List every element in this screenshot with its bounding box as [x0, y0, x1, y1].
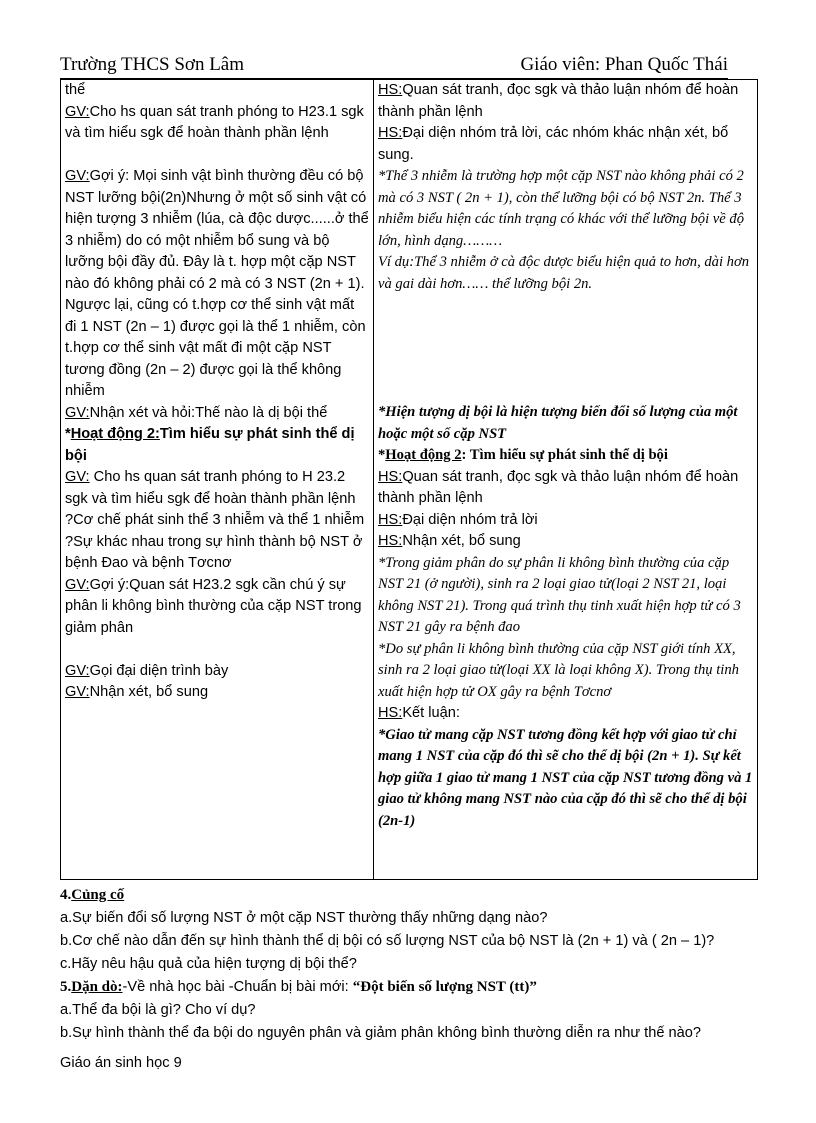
activity-2-heading-left: [65, 424, 369, 467]
homework-question-b: b.Sự hình thành thể đa bội do nguyên phân và giảm phân không bình thường diễn ra như thế nào?: [60, 1025, 701, 1041]
left-paragraph-3: [65, 403, 369, 425]
activity-prefix: *: [65, 426, 71, 442]
teacher-name: Giáo viên: Phan Quốc Thái: [520, 54, 728, 75]
question-1: ?Cơ chế phát sinh thể 3 nhiễm và thể 1 nhiễm: [65, 512, 365, 528]
gv-label: GV:: [65, 576, 90, 593]
gv-label: GV:: [65, 469, 90, 485]
left-paragraph-4: [65, 467, 369, 510]
right-paragraph-2: [378, 123, 753, 166]
lesson-table: [60, 79, 758, 880]
spacer: [378, 295, 753, 402]
gv-label: GV:: [65, 662, 90, 679]
homework-question-a: a.Thể đa bội là gì? Cho ví dụ?: [60, 1002, 256, 1018]
left-text: Cho hs quan sát tranh phóng to H 23.2 sgk và tìm hiểu sgk để hoàn thành phần lệnh: [65, 469, 356, 507]
gv-label: GV:: [65, 168, 90, 184]
left-paragraph-6: [65, 661, 369, 683]
turner-syndrome-note: *Do sự phân li không bình thường của cặp NST giới tính XX, sinh ra 2 loại giao tử(loại XX là loại không X). Trong thụ tinh xuất hiện hợp tử OX gây ra bệnh Tơcnơ: [378, 640, 739, 700]
hs-label: HS:: [378, 125, 403, 141]
right-text: Quan sát tranh, đọc sgk và thảo luận nhóm để hoàn thành phần lệnh: [378, 82, 739, 120]
right-text: Quan sát tranh, đọc sgk và thảo luận nhóm để hoàn thành phần lệnh: [378, 468, 739, 506]
review-question-a: a.Sự biến đổi số lượng NST ở một cặp NST thường thấy những dạng nào?: [60, 910, 548, 926]
activity-2-heading-right: [378, 445, 753, 467]
aneuploidy-definition: *Hiện tượng dị bội là hiện tượng biến đổi số lượng của một hoặc một số cặp NST: [378, 404, 738, 442]
trisomy-note: *Thể 3 nhiễm là trường hợp một cặp NST nào không phải có 2 mà có 3 NST ( 2n + 1), còn thể lưỡng bội có bộ NST 2n. Thể 3 nhiễm biểu hiện các tính trạng có khác với thể lưỡng bội về độ lớn, hình dạng………: [378, 168, 744, 249]
activity-prefix: *: [378, 447, 386, 463]
left-paragraph-5: [65, 575, 369, 640]
left-paragraph-1: [65, 102, 369, 145]
spacer: [65, 145, 369, 167]
left-text: Gọi đại diện trình bày: [89, 662, 229, 679]
hs-label: HS:: [378, 533, 403, 549]
student-column: [374, 80, 758, 880]
spacer: [65, 639, 369, 661]
section-4-heading: [60, 884, 760, 907]
right-paragraph-4: [378, 510, 753, 532]
section-number: 4.: [60, 887, 72, 903]
right-paragraph-1: [378, 80, 753, 123]
section-title: Dặn dò:: [71, 979, 123, 995]
activity-title: : Tìm hiểu sự phát sinh thể dị bội: [461, 447, 668, 463]
right-paragraph-3: [378, 467, 753, 510]
right-text: Kết luận:: [402, 705, 460, 721]
section-number: 5.: [60, 979, 72, 995]
review-question-c: c.Hãy nêu hậu quả của hiện tượng dị bội thể?: [60, 956, 357, 972]
right-paragraph-6: [378, 703, 753, 725]
page-footer: Giáo án sinh học 9: [60, 1055, 182, 1071]
next-lesson-title: “Đột biến số lượng NST (tt)”: [352, 979, 537, 995]
left-text: Nhận xét, bổ sung: [89, 684, 209, 700]
hs-label: HS:: [378, 468, 403, 485]
activity-title: Tìm hiểu sự phát sinh thể dị bội: [65, 426, 355, 464]
conclusion-note: *Giao tử mang cặp NST tương đồng kết hợp với giao tử chỉ mang 1 NST của cặp đó thì sẽ cho thể dị bội (2n + 1). Sự kết hợp giữa 1 giao tử mang 1 NST của cặp NST tương đồng và 1 giao tử không mang NST nào của cặp đó thì sẽ cho thể dị bội (2n-1): [378, 726, 753, 829]
activity-label: Hoạt động 2: [385, 447, 462, 463]
example-note: Ví dụ:Thể 3 nhiễm ở cà độc dược biểu hiện quả to hơn, dài hơn và gai dài hơn…… thể lưỡng bội 2n.: [378, 254, 750, 292]
right-text: Đại diện nhóm trả lời: [402, 511, 538, 528]
gv-label: GV:: [65, 103, 90, 120]
gv-label: GV:: [65, 404, 90, 421]
gv-label: GV:: [65, 684, 90, 700]
hs-label: HS:: [378, 82, 403, 98]
down-syndrome-note: *Trong giảm phân do sự phân li không bình thường của cặp NST 21 (ở người), sinh ra 2 loại giao tử(loại 2 NST 21, loại không NST 21). Trong quá trình thụ tinh xuất hiện hợp tử có 3 NST 21 gây ra bệnh đao: [378, 554, 741, 635]
school-name: Trường THCS Sơn Lâm: [60, 54, 245, 75]
left-paragraph-2: [65, 166, 369, 403]
hs-label: HS:: [378, 705, 403, 721]
right-paragraph-5: [378, 531, 753, 553]
left-text: Gợi ý: Mọi sinh vật bình thường đều có bộ NST lưỡng bội(2n)Nhưng ở một số sinh vật có hiện tượng 3 nhiễm (lúa, cà độc dược......ở thể 3 nhiễm) do có một nhiễm bổ sung và bộ lưỡng bội đầy đủ. Đây là t. hợp một cặp NST nào đó không phải có 2 mà có 3 NST (2n + 1). Ngược lại, cũng có t.hợp cơ thể sinh vật mất đi 1 NST (2n – 1) được gọi là thể 1 nhiễm, còn t.hợp cơ thể sinh vật mất đi một cặp NST tương đồng (2n – 2) được gọi là thể không nhiễm: [65, 168, 369, 399]
left-text: Gợi ý:Quan sát H23.2 sgk cần chú ý sự phân li không bình thường của cặp NST trong giảm phân: [65, 576, 362, 636]
section-5-heading: [60, 976, 760, 999]
activity-label: Hoạt động 2:: [70, 426, 160, 442]
hs-label: HS:: [378, 511, 403, 528]
homework-text: -Về nhà học bài -Chuẩn bị bài mới:: [122, 979, 353, 995]
left-paragraph-7: [65, 682, 369, 704]
lesson-footer: [60, 884, 760, 1045]
review-question-b: b.Cơ chế nào dẫn đến sự hình thành thể dị bội có số lượng NST của bộ NST là (2n + 1) và ( 2n – 1)?: [60, 933, 715, 949]
page-header: [60, 52, 728, 79]
question-2: ?Sự khác nhau trong sự hình thành bộ NST ở bệnh Đao và bệnh Tơcnơ: [65, 533, 363, 571]
left-line-1: thể: [65, 82, 86, 98]
right-text: Nhận xét, bổ sung: [402, 533, 521, 549]
section-title: Củng cố: [71, 887, 125, 903]
teacher-column: [61, 80, 374, 880]
right-text: Đại diện nhóm trả lời, các nhóm khác nhận xét, bổ sung.: [378, 125, 729, 163]
left-text: Cho hs quan sát tranh phóng to H23.1 sgk và tìm hiểu sgk để hoàn thành phần lệnh: [65, 103, 364, 141]
left-text: Nhận xét và hỏi:Thế nào là dị bội thể: [89, 404, 328, 421]
